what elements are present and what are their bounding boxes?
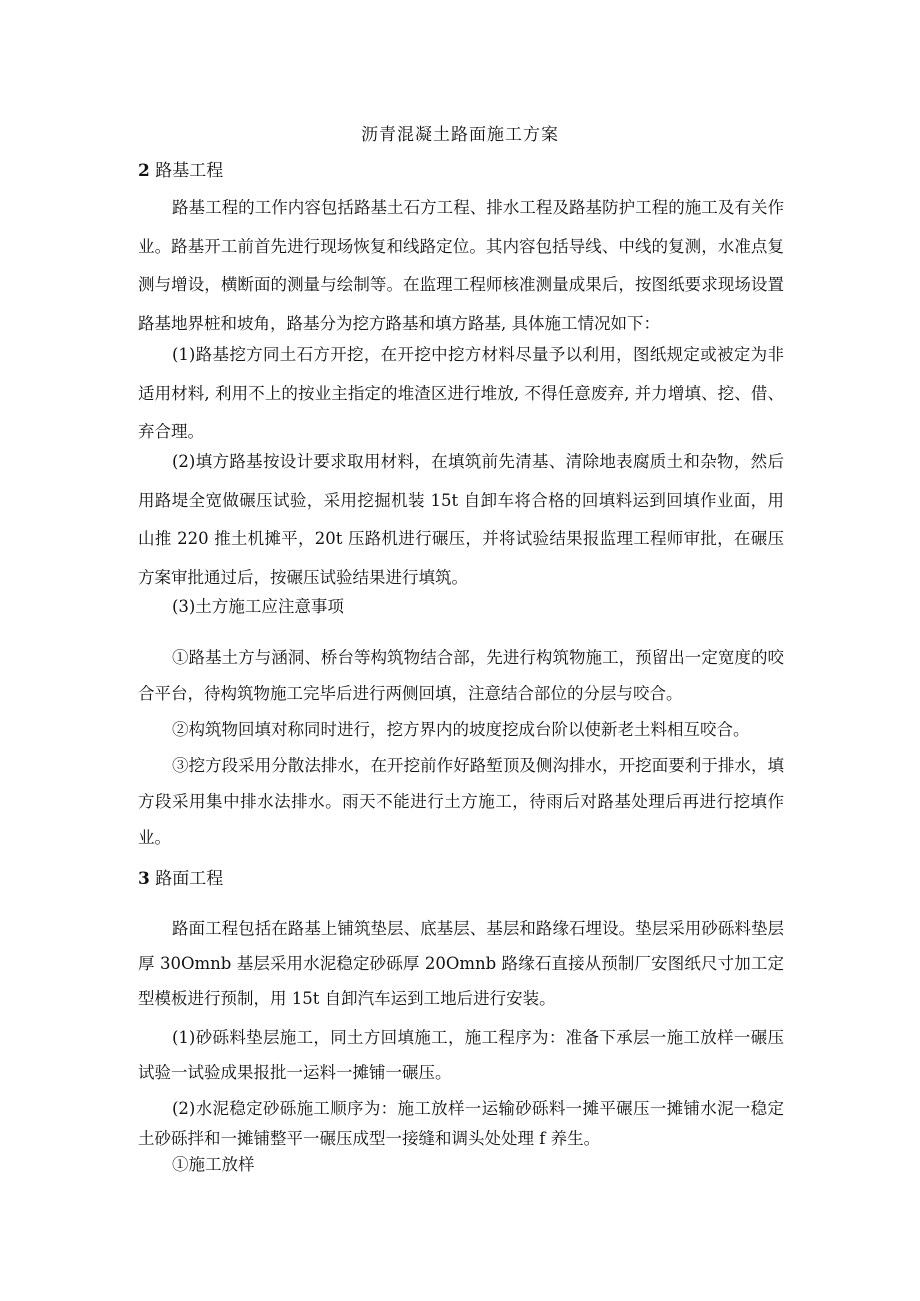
paragraph-subgrade-fill: (2)填方路基按设计要求取用材料，在填筑前先清基、清除地表腐质土和杂物，然后用路堤全宽做碾压试验，采用挖掘机装 15t 自卸车将合格的回填料运到回填作业面，用山推 220 推土机摊平，20t 压路机进行碾压，并将试验结果报监理工程师审批，在碾压方案审批通过后，按碾压试验结果进行填筑。 [138,452,784,587]
paragraph-note-2: ②构筑物回填对称同时进行，挖方界内的坡度挖成台阶以使新老土料相互咬合。 [172,720,750,739]
section-number: 3 [138,869,150,889]
paragraph-cement-stabilized: (2)水泥稳定砂砾施工顺序为：施工放样一运输砂砾料一摊平碾压一摊铺水泥一稳定土砂砾拌和一摊铺整平一碾压成型一接缝和调头处处理 f 养生。 [138,1099,784,1148]
paragraph-gravel-cushion: (1)砂砾料垫层施工，同土方回填施工，施工程序为：准备下承层一施工放样一碾压试验一试验成果报批一运料一摊铺一碾压。 [138,1028,784,1082]
paragraph-pavement-intro: 路面工程包括在路基上铺筑垫层、底基层、基层和路缘石埋设。垫层采用砂砾料垫层厚 30Omnb 基层采用水泥稳定砂砾厚 20Omnb 路缘石直接从预制厂安图纸尺寸加工定型模板进行预制，用 15t 自卸汽车运到工地后进行安装。 [138,919,784,1008]
paragraph-earthwork-notes-heading: (3)土方施工应注意事项 [172,597,344,616]
paragraph-note-3: ③挖方段采用分散法排水，在开挖前作好路堑顶及侧沟排水，开挖面要利于排水，填方段采用集中排水法排水。雨天不能进行土方施工，待雨后对路基处理后再进行挖填作业。 [138,756,784,847]
section-number: 2 [138,161,150,181]
document-title: 沥青混凝土路面施工方案 [361,125,559,145]
section-heading-2 [138,156,784,186]
paragraph-note-1: ①路基土方与涵洞、桥台等构筑物结合部，先进行构筑物施工，预留出一定宽度的咬合平台，待构筑物施工完毕后进行两侧回填，注意结合部位的分层与咬合。 [138,648,784,703]
paragraph-subgrade-intro: 路基工程的工作内容包括路基土石方工程、排水工程及路基防护工程的施工及有关作业。路基开工前首先进行现场恢复和线路定位。其内容包括导线、中线的复测，水准点复测与增设，横断面的测量与绘制等。在监理工程师核准测量成果后，按图纸要求现场设置路基地界桩和坡角，路基分为挖方路基和填方路基, 具体施工情况如下： [138,198,784,333]
section-label: 路基工程 [155,161,224,181]
paragraph-stakeout: ①施工放样 [172,1155,255,1174]
section-heading-3 [138,864,784,894]
section-label: 路面工程 [155,869,224,889]
paragraph-subgrade-excavation: (1)路基挖方同土石方开挖，在开挖中挖方材料尽量予以利用，图纸规定或被定为非适用材料, 利用不上的按业主指定的堆渣区进行堆放, 不得任意废弃, 并力增填、挖、借、弃合理。 [138,345,784,441]
